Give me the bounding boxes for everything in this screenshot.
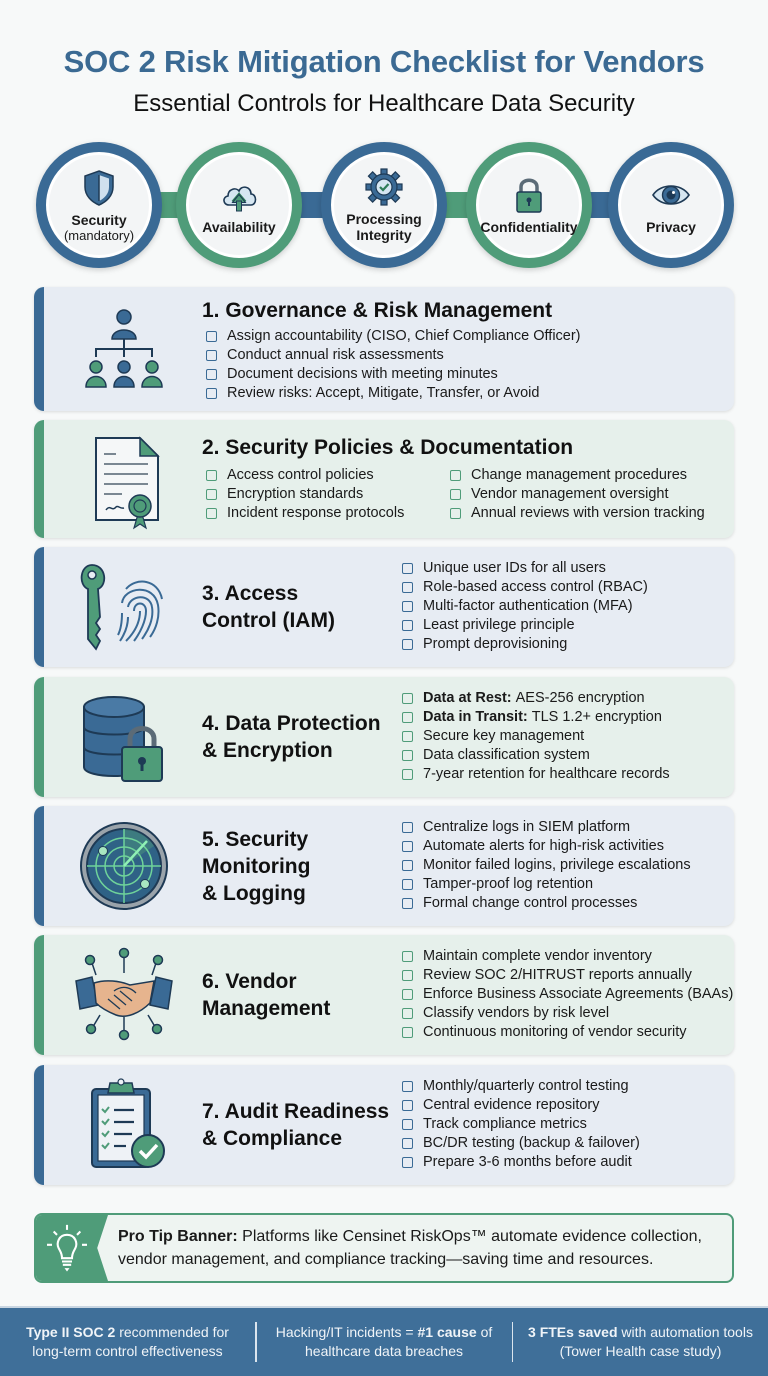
principle-security — [36, 142, 162, 268]
checklist-item[interactable]: Change management procedures — [450, 466, 705, 485]
checkbox[interactable] — [402, 769, 413, 780]
checklist-item[interactable]: Least privilege principle — [402, 616, 648, 635]
checklist — [206, 327, 581, 403]
checklist-item[interactable]: Automate alerts for high-risk activities — [402, 837, 691, 856]
checkbox[interactable] — [402, 822, 413, 833]
checkbox[interactable] — [402, 970, 413, 981]
checkbox[interactable] — [402, 1008, 413, 1019]
accent-bar — [34, 287, 44, 411]
checklist-item[interactable]: Review SOC 2/HITRUST reports annually — [402, 966, 733, 985]
checkbox[interactable] — [402, 563, 413, 574]
padlock-icon — [509, 175, 549, 215]
accent-bar — [34, 677, 44, 797]
checkbox[interactable] — [402, 1027, 413, 1038]
checklist-item[interactable]: 7-year retention for healthcare records — [402, 765, 670, 784]
principle-label: Processing Integrity — [346, 211, 422, 243]
accent-bar — [34, 547, 44, 667]
trust-principles-chain — [0, 140, 768, 270]
section-data-protection — [34, 677, 734, 797]
section-title: 2. Security Policies & Documentation — [202, 436, 574, 459]
checklist-item[interactable]: Annual reviews with version tracking — [450, 504, 705, 523]
cloud-upload-icon — [219, 175, 259, 215]
checkbox[interactable] — [402, 712, 413, 723]
checklist — [402, 689, 670, 784]
checklist-item[interactable]: Data in Transit: TLS 1.2+ encryption — [402, 708, 670, 727]
section-title: 1. Governance & Risk Management — [202, 299, 553, 322]
section-title: 4. Data Protection & Encryption — [202, 712, 381, 762]
checklist-item[interactable]: Monthly/quarterly control testing — [402, 1077, 640, 1096]
checklist-item[interactable]: Incident response protocols — [206, 504, 404, 523]
checkbox[interactable] — [402, 989, 413, 1000]
checklist-item[interactable]: Review risks: Accept, Mitigate, Transfer, or Avoid — [206, 384, 581, 403]
principle-label: Availability — [202, 219, 276, 235]
principle-privacy — [608, 142, 734, 268]
checklist-left — [206, 466, 404, 523]
checklist-item[interactable]: Data classification system — [402, 746, 670, 765]
checklist-item[interactable]: Role-based access control (RBAC) — [402, 578, 648, 597]
section-security-policies — [34, 420, 734, 538]
pro-tip-banner — [34, 1213, 734, 1283]
checklist-item[interactable]: Assign accountability (CISO, Chief Compliance Officer) — [206, 327, 581, 346]
checklist-item[interactable]: Multi-factor authentication (MFA) — [402, 597, 648, 616]
accent-bar — [34, 806, 44, 926]
checkbox[interactable] — [402, 1081, 413, 1092]
principle-processing-integrity — [321, 142, 447, 268]
checklist-item[interactable]: Enforce Business Associate Agreements (BAAs) — [402, 985, 733, 1004]
checkbox[interactable] — [450, 508, 461, 519]
stats-footer — [0, 1306, 768, 1376]
checkbox[interactable] — [206, 331, 217, 342]
database-lock-icon — [74, 689, 174, 789]
checklist-item[interactable]: Track compliance metrics — [402, 1115, 640, 1134]
principle-sublabel: (mandatory) — [63, 227, 135, 243]
checklist-item[interactable]: Centralize logs in SIEM platform — [402, 818, 691, 837]
principle-confidentiality — [466, 142, 592, 268]
shield-icon — [79, 168, 119, 208]
stat-ftes-saved: 3 FTEs saved with automation tools (Tower Health case study) — [528, 1324, 753, 1359]
checkbox[interactable] — [402, 951, 413, 962]
checklist-item[interactable]: Prompt deprovisioning — [402, 635, 648, 654]
checklist — [402, 947, 733, 1042]
checkbox[interactable] — [402, 1100, 413, 1111]
section-audit-readiness — [34, 1065, 734, 1185]
checkbox[interactable] — [206, 369, 217, 380]
principle-label: Confidentiality — [480, 219, 578, 235]
key-fingerprint-icon — [74, 559, 174, 659]
checklist-item[interactable]: Conduct annual risk assessments — [206, 346, 581, 365]
checkbox[interactable] — [402, 601, 413, 612]
checklist-item[interactable]: Formal change control processes — [402, 894, 691, 913]
checkbox[interactable] — [206, 489, 217, 500]
checklist-item[interactable]: Encryption standards — [206, 485, 404, 504]
checklist — [402, 818, 691, 913]
accent-bar — [34, 935, 44, 1055]
checklist-item[interactable]: Continuous monitoring of vendor security — [402, 1023, 733, 1042]
accent-bar — [34, 420, 44, 538]
checkbox[interactable] — [402, 1138, 413, 1149]
section-title: 7. Audit Readiness & Compliance — [202, 1100, 390, 1150]
stat-breach-cause: Hacking/IT incidents = #1 cause of healthcare data breaches — [275, 1324, 493, 1359]
checklist-item[interactable]: Tamper-proof log retention — [402, 875, 691, 894]
checklist-right — [450, 466, 705, 523]
checklist-item[interactable]: Prepare 3-6 months before audit — [402, 1153, 640, 1172]
handshake-network-icon — [74, 945, 174, 1045]
principle-availability — [176, 142, 302, 268]
checkbox[interactable] — [206, 388, 217, 399]
checklist-item[interactable]: Data at Rest: AES-256 encryption — [402, 689, 670, 708]
checklist-item[interactable]: Central evidence repository — [402, 1096, 640, 1115]
section-vendor-management — [34, 935, 734, 1055]
section-title: 6. Vendor Management — [202, 970, 331, 1020]
clipboard-check-icon — [74, 1075, 174, 1175]
checklist-item[interactable]: Vendor management oversight — [450, 485, 705, 504]
accent-bar — [34, 1065, 44, 1185]
checkbox[interactable] — [402, 841, 413, 852]
checklist — [402, 1077, 640, 1172]
checkbox[interactable] — [206, 350, 217, 361]
tip-text: Pro Tip Banner: Platforms like Censinet RiskOps™ automate evidence collection, vendor management, and compliance tracking—saving time and resources. — [118, 1228, 702, 1268]
section-access-control — [34, 547, 734, 667]
checklist-item[interactable]: Unique user IDs for all users — [402, 559, 648, 578]
stat-soc2-type: Type II SOC 2 recommended for long-term control effectiveness — [26, 1324, 229, 1359]
checkbox[interactable] — [206, 470, 217, 481]
checkbox[interactable] — [402, 620, 413, 631]
checklist-item[interactable]: Document decisions with meeting minutes — [206, 365, 581, 384]
section-title: 5. Security Monitoring & Logging — [202, 828, 311, 905]
checklist-item[interactable]: BC/DR testing (backup & failover) — [402, 1134, 640, 1153]
checkbox[interactable] — [402, 860, 413, 871]
radar-icon — [74, 816, 174, 916]
checkbox[interactable] — [450, 489, 461, 500]
checkbox[interactable] — [402, 1119, 413, 1130]
checkbox[interactable] — [402, 639, 413, 650]
checkbox[interactable] — [402, 693, 413, 704]
page-subtitle: Essential Controls for Healthcare Data Security — [133, 90, 635, 117]
principle-label: Security — [71, 211, 127, 228]
page-title: SOC 2 Risk Mitigation Checklist for Vendors — [63, 44, 705, 79]
eye-icon — [651, 175, 691, 215]
checkbox[interactable] — [206, 508, 217, 519]
checklist-item[interactable]: Monitor failed logins, privilege escalations — [402, 856, 691, 875]
checkbox[interactable] — [402, 731, 413, 742]
section-governance — [34, 287, 734, 411]
checklist-item[interactable]: Secure key management — [402, 727, 670, 746]
org-chart-icon — [74, 299, 174, 399]
checkbox[interactable] — [402, 1157, 413, 1168]
section-security-monitoring — [34, 806, 734, 926]
checklist-item[interactable]: Access control policies — [206, 466, 404, 485]
section-title: 3. Access Control (IAM) — [202, 582, 335, 632]
checklist-item[interactable]: Classify vendors by risk level — [402, 1004, 733, 1023]
lightbulb-icon — [42, 1221, 92, 1277]
checkbox[interactable] — [402, 879, 413, 890]
certificate-document-icon — [74, 430, 174, 530]
checklist — [402, 559, 648, 654]
gear-check-icon — [364, 167, 404, 207]
checkbox[interactable] — [402, 750, 413, 761]
checkbox[interactable] — [402, 898, 413, 909]
checkbox[interactable] — [450, 470, 461, 481]
tip-icon-panel — [36, 1215, 108, 1281]
principle-label: Privacy — [646, 219, 696, 235]
checkbox[interactable] — [402, 582, 413, 593]
checklist-item[interactable]: Maintain complete vendor inventory — [402, 947, 733, 966]
